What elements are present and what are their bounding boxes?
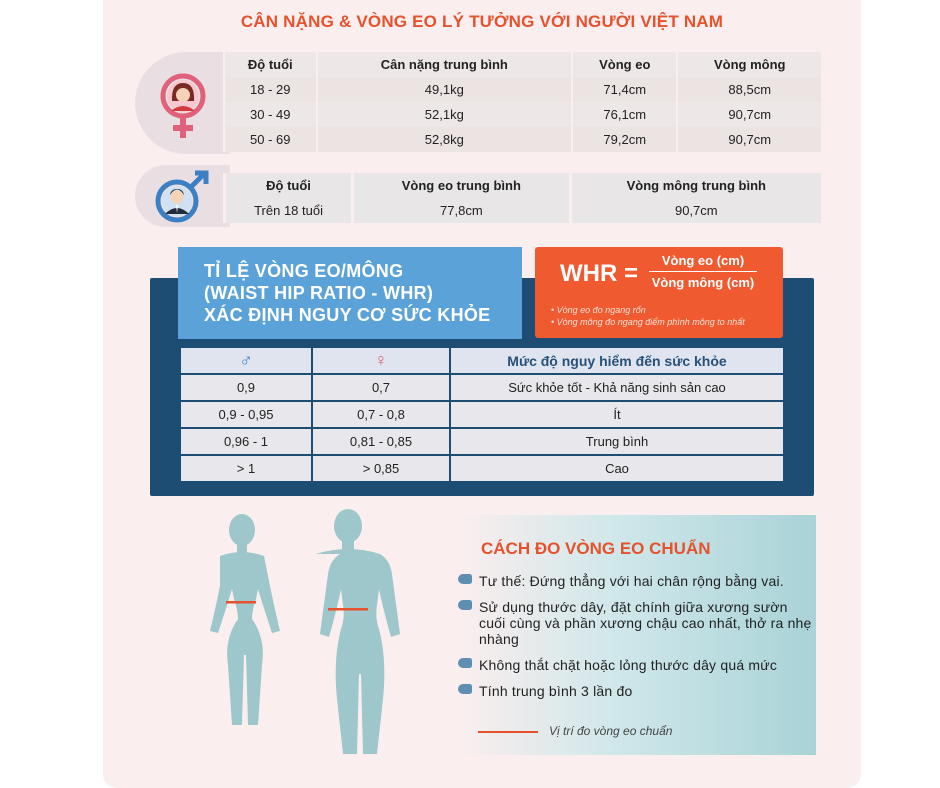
risk-table bbox=[179, 346, 785, 483]
male-header-hip: Vòng mông trung bình bbox=[570, 173, 821, 198]
male-body-figure bbox=[316, 509, 400, 754]
pointing-hand-icon bbox=[458, 600, 472, 610]
female-header-waist: Vòng eo bbox=[572, 52, 677, 77]
table-cell: 76,1cm bbox=[572, 102, 677, 127]
table-cell: Trung bình bbox=[450, 428, 784, 455]
whr-note: • Vòng eo đo ngang rốn bbox=[551, 305, 646, 315]
table-cell: 50 - 69 bbox=[224, 127, 317, 152]
table-row bbox=[180, 374, 784, 401]
table-row bbox=[224, 77, 821, 102]
female-waist-marker bbox=[226, 601, 256, 604]
whr-heading-line: XÁC ĐỊNH NGUY CƠ SỨC KHỎE bbox=[204, 305, 491, 325]
table-cell: 0,9 - 0,95 bbox=[180, 401, 312, 428]
pointing-hand-icon bbox=[458, 658, 472, 668]
table-row bbox=[225, 198, 822, 223]
table-cell: 90,7cm bbox=[677, 127, 821, 152]
table-cell: 0,96 - 1 bbox=[180, 428, 312, 455]
pointing-hand-icon bbox=[458, 684, 472, 694]
list-item bbox=[456, 657, 816, 673]
guide-item-text: Tính trung bình 3 lần đo bbox=[479, 683, 633, 699]
female-icon bbox=[158, 70, 210, 147]
male-header-waist: Vòng eo trung bình bbox=[353, 173, 571, 198]
list-item bbox=[456, 683, 816, 699]
male-icon bbox=[153, 169, 211, 230]
table-cell: > 1 bbox=[180, 455, 312, 482]
table-cell: 18 - 29 bbox=[224, 77, 317, 102]
guide-item-text: Không thắt chặt hoặc lỏng thước dây quá mức bbox=[479, 657, 778, 673]
table-cell: Ít bbox=[450, 401, 784, 428]
whr-denominator: Vòng mông (cm) bbox=[651, 275, 755, 290]
table-row bbox=[224, 102, 821, 127]
table-cell: 0,9 bbox=[180, 374, 312, 401]
table-cell: 0,81 - 0,85 bbox=[312, 428, 450, 455]
guide-title: CÁCH ĐO VÒNG EO CHUẨN bbox=[481, 539, 711, 558]
table-row bbox=[180, 455, 784, 482]
page-title: CÂN NẶNG & VÒNG EO LÝ TƯỞNG VỚI NGƯỜI VIỆT NAM bbox=[240, 12, 724, 31]
waist-line-legend-swatch bbox=[478, 731, 538, 733]
guide-list bbox=[456, 573, 816, 709]
table-cell: 49,1kg bbox=[317, 77, 572, 102]
table-cell: 52,8kg bbox=[317, 127, 572, 152]
table-cell: 52,1kg bbox=[317, 102, 572, 127]
female-header-age: Độ tuổi bbox=[224, 52, 317, 77]
table-cell: > 0,85 bbox=[312, 455, 450, 482]
table-cell: 79,2cm bbox=[572, 127, 677, 152]
table-cell: 0,7 bbox=[312, 374, 450, 401]
legend-label: Vị trí đo vòng eo chuẩn bbox=[549, 724, 673, 738]
whr-fraction bbox=[649, 253, 757, 290]
whr-heading-line: (WAIST HIP RATIO - WHR) bbox=[204, 283, 434, 303]
table-row bbox=[224, 127, 821, 152]
risk-header: Mức độ nguy hiểm đến sức khỏe bbox=[450, 347, 784, 374]
list-item bbox=[456, 599, 816, 647]
measuring-guide bbox=[456, 515, 816, 755]
female-body-figure bbox=[210, 514, 280, 725]
table-cell: 71,4cm bbox=[572, 77, 677, 102]
pointing-hand-icon bbox=[458, 574, 472, 584]
table-cell: 0,7 - 0,8 bbox=[312, 401, 450, 428]
whr-formula-box bbox=[535, 247, 783, 338]
male-symbol-icon: ♂ bbox=[180, 347, 312, 374]
male-waist-marker bbox=[328, 608, 368, 611]
male-table bbox=[223, 173, 821, 223]
table-cell: 30 - 49 bbox=[224, 102, 317, 127]
whr-notes bbox=[551, 304, 745, 328]
table-cell: 90,7cm bbox=[677, 102, 821, 127]
whr-heading-line: TỈ LỆ VÒNG EO/MÔNG bbox=[204, 261, 404, 281]
guide-item-text: Sử dụng thước dây, đặt chính giữa xương sườn cuối cùng và phần xương chậu cao nhất, thở ra nhẹ nhàng bbox=[479, 599, 812, 647]
male-header-age: Độ tuổi bbox=[225, 173, 353, 198]
whr-note: • Vòng mông đo ngang điểm phình mông to nhất bbox=[551, 317, 745, 327]
table-cell: Cao bbox=[450, 455, 784, 482]
table-row bbox=[180, 401, 784, 428]
body-figures-illustration bbox=[200, 508, 410, 783]
female-header-weight: Cân nặng trung bình bbox=[317, 52, 572, 77]
guide-item-text: Tư thế: Đứng thẳng với hai chân rộng bằng vai. bbox=[479, 573, 784, 589]
whr-formula-label: WHR = bbox=[560, 260, 638, 287]
female-header-hip: Vòng mông bbox=[677, 52, 821, 77]
list-item bbox=[456, 573, 816, 589]
table-cell: 90,7cm bbox=[570, 198, 821, 223]
table-cell: 77,8cm bbox=[353, 198, 571, 223]
table-row bbox=[180, 428, 784, 455]
female-symbol-icon: ♀ bbox=[312, 347, 450, 374]
table-cell: Sức khỏe tốt - Khả năng sinh sản cao bbox=[450, 374, 784, 401]
table-cell: 88,5cm bbox=[677, 77, 821, 102]
whr-numerator: Vòng eo (cm) bbox=[649, 253, 757, 272]
whr-heading bbox=[178, 247, 522, 339]
female-table bbox=[223, 52, 821, 152]
table-cell: Trên 18 tuổi bbox=[225, 198, 353, 223]
